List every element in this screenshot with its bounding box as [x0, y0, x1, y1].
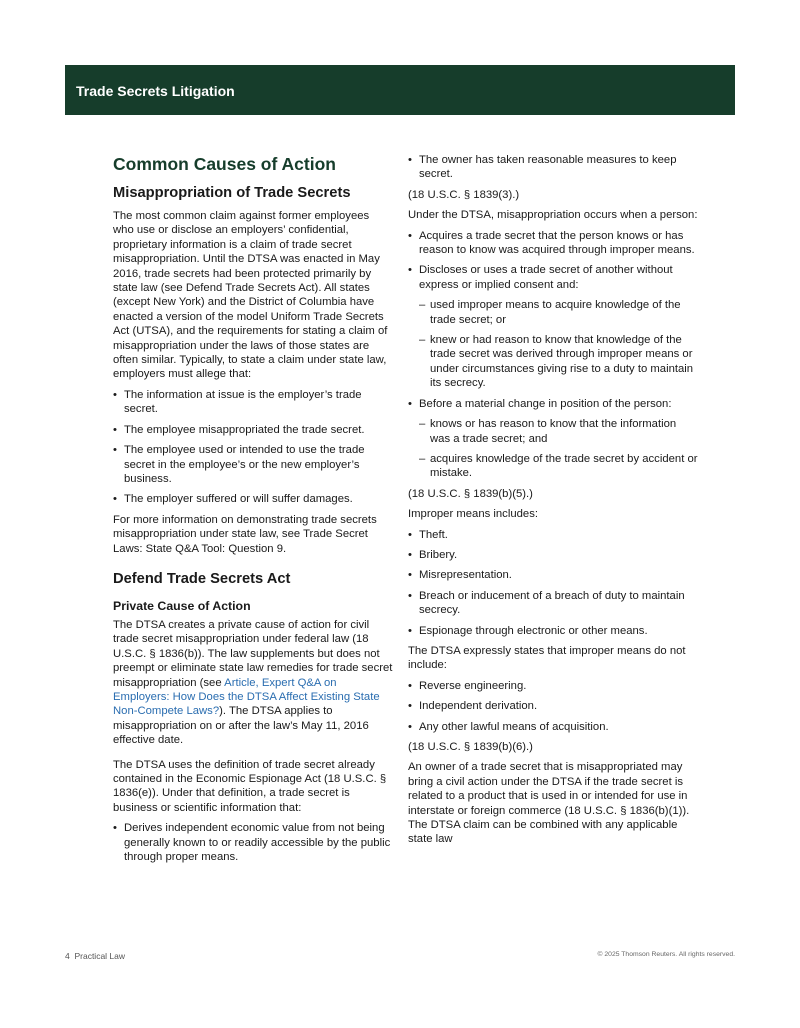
copyright-notice: © 2025 Thomson Reuters. All rights reserved. — [597, 951, 735, 958]
bullet-list — [408, 153, 698, 182]
citation: (18 U.S.C. § 1839(b)(6).) — [408, 741, 533, 753]
paragraph: An owner of a trade secret that is misappropriated may bring a civil action under the DTSA if the trade secret is related to a product that is used in or intended for use in interstate or foreign commerce (18 U.S.C. § 1836(b)(1)). The DTSA claim can be combined with any applicable state law — [408, 761, 690, 846]
article-link[interactable]: Article, Expert Q&A on Employers: How Does the DTSA Affect Existing State Non-Compete Laws? — [113, 676, 380, 718]
list-item: • Bribery. — [408, 548, 698, 562]
list-item: • Breach or inducement of a breach of duty to maintain secrecy. — [408, 589, 698, 618]
bullet-list — [408, 229, 698, 481]
page-number: 4 — [65, 951, 70, 961]
list-item: • Any other lawful means of acquisition. — [408, 720, 698, 734]
bullet-list — [113, 821, 393, 864]
list-item-text: Before a material change in position of the person: — [419, 397, 672, 410]
sub-list-item: – acquires knowledge of the trade secret by accident or mistake. — [419, 452, 698, 481]
bullet-list — [408, 528, 698, 638]
list-item: • The owner has taken reasonable measures to keep secret. — [408, 153, 698, 182]
paragraph: Improper means includes: — [408, 508, 538, 521]
list-item: • Reverse engineering. — [408, 679, 698, 693]
list-item: • The employee misappropriated the trade secret. — [113, 423, 393, 437]
bullet-list — [113, 388, 393, 507]
sub-list — [419, 417, 698, 481]
bullet-list — [408, 679, 698, 734]
list-item: • Independent derivation. — [408, 699, 698, 713]
paragraph-text: ). The DTSA applies to misappropriation on or after the law’s May 11, 2016 effective date. — [113, 705, 369, 747]
sub-list — [419, 298, 698, 390]
list-item: • The employer suffered or will suffer damages. — [113, 492, 393, 506]
list-item: • The employee used or intended to use the trade secret in the employee’s or the new employer’s business. — [113, 443, 393, 486]
right-column — [408, 153, 698, 853]
list-item-text: Discloses or uses a trade secret of another without express or implied consent and: — [419, 264, 673, 291]
paragraph — [113, 618, 393, 748]
paragraph-text: The DTSA creates a private cause of action for civil trade secret misappropriation under federal law (18 U.S.C. § 1836(b)). The law supplements but does not preempt or eliminate state law remedies for trade secret misappropriation (see — [113, 618, 393, 689]
list-item: • Derives independent economic value from not being generally known to or readily accessible by the public through proper means. — [113, 821, 393, 864]
sub-list-item: – knew or had reason to know that knowledge of the trade secret was derived through improper means or under circumstances giving rise to a duty to maintain its secrecy. — [419, 333, 698, 391]
publication-name: Practical Law — [74, 951, 126, 961]
paragraph: For more information on demonstrating trade secrets misappropriation under state law, see Trade Secret Laws: State Q&A Tool: Question 9. — [113, 513, 377, 555]
citation: (18 U.S.C. § 1839(b)(5).) — [408, 487, 533, 500]
list-item: • Theft. — [408, 528, 698, 542]
list-item — [408, 397, 698, 481]
list-item: • Acquires a trade secret that the person knows or has reason to know was acquired through improper means. — [408, 229, 698, 258]
section-title: Common Causes of Action — [113, 154, 336, 174]
sub-list-item: – knows or has reason to know that the information was a trade secret; and — [419, 417, 698, 446]
document-title: Trade Secrets Litigation — [76, 83, 235, 99]
subsubsection-title: Private Cause of Action — [113, 598, 251, 613]
subsection-title: Misappropriation of Trade Secrets — [113, 185, 351, 201]
header-banner — [65, 65, 735, 115]
paragraph: The DTSA expressly states that improper means do not include: — [408, 644, 686, 672]
sub-list-item: – used improper means to acquire knowledge of the trade secret; or — [419, 298, 698, 327]
citation: (18 U.S.C. § 1839(3).) — [408, 188, 520, 201]
footer-page-info — [65, 951, 125, 961]
subsection-title: Defend Trade Secrets Act — [113, 570, 291, 587]
list-item: • Espionage through electronic or other means. — [408, 624, 698, 638]
paragraph: Under the DTSA, misappropriation occurs when a person: — [408, 209, 698, 222]
left-column — [113, 153, 393, 870]
list-item: • The information at issue is the employer’s trade secret. — [113, 388, 393, 417]
paragraph: The most common claim against former employees who use or disclose an employers’ confidential, proprietary information is a claim of trade secret misappropriation. Until the DTSA was enacted in May 2016, trade secrets had been protected primarily by state law (see Defend Trade Secrets Act). All states (except New York) and the District of Columbia have enacted a version of the model Uniform Trade Secrets Act (UTSA), and the requirements for stating a claim of misappropriation under the laws of those states are often similar. Typically, to state a claim under state law, employers must allege that: — [113, 210, 388, 381]
paragraph: The DTSA uses the definition of trade secret already contained in the Economic Espionage Act (18 U.S.C. § 1836(e)). Under that definition, a trade secret is business or scientific information that: — [113, 758, 387, 814]
list-item — [408, 263, 698, 390]
list-item: • Misrepresentation. — [408, 568, 698, 582]
